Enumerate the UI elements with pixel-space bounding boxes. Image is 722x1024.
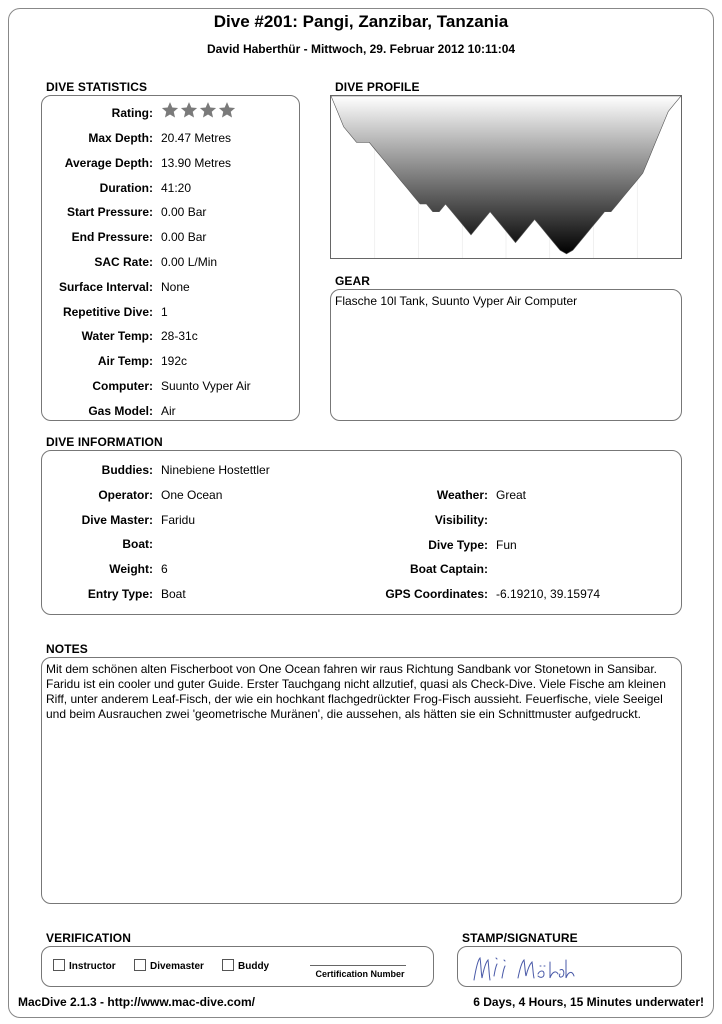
- gear-box: [330, 289, 682, 421]
- footer-underwater-total: 6 Days, 4 Hours, 15 Minutes underwater!: [473, 995, 704, 1009]
- info-label: Entry Type:: [87, 587, 153, 601]
- section-stamp-signature: STAMP/SIGNATURE: [462, 931, 578, 945]
- stat-value: 13.90 Metres: [161, 155, 232, 170]
- checkbox-square[interactable]: [134, 959, 146, 971]
- info-value: One Ocean: [161, 487, 223, 502]
- info-label: Operator:: [98, 487, 153, 502]
- instructor-checkbox[interactable]: [53, 959, 116, 973]
- stat-label: Gas Model:: [88, 403, 153, 418]
- star-icon: [161, 101, 179, 119]
- info-value: -6.19210, 39.15974: [496, 587, 601, 602]
- star-icon: [180, 101, 198, 119]
- info-label: GPS Coordinates:: [385, 587, 488, 602]
- notes-box: [41, 657, 682, 904]
- stat-label: SAC Rate:: [94, 255, 153, 269]
- info-label: Boat:: [122, 537, 153, 552]
- stat-label: Max Depth:: [88, 131, 153, 145]
- stat-label: Duration:: [99, 180, 153, 195]
- info-value: Faridu: [161, 512, 196, 527]
- info-label: Visibility:: [434, 512, 488, 527]
- stat-value: Suunto Vyper Air: [161, 379, 251, 393]
- stat-label: Air Temp:: [97, 354, 153, 369]
- stat-value: 0.00 Bar: [161, 205, 207, 220]
- divemaster-checkbox[interactable]: [134, 959, 204, 973]
- info-label: Dive Type:: [428, 537, 488, 552]
- certification-label: Certification Number: [315, 969, 405, 979]
- info-label: Boat Captain:: [410, 562, 488, 577]
- stat-value: Air: [161, 403, 176, 418]
- buddy-checkbox[interactable]: [222, 959, 269, 973]
- instructor-label: Instructor: [69, 961, 116, 972]
- star-icon: [199, 101, 217, 119]
- dive-profile-chart: [330, 95, 682, 259]
- divemaster-label: Divemaster: [150, 961, 204, 972]
- stat-label: Computer:: [92, 379, 153, 393]
- stat-label: Water Temp:: [81, 329, 153, 344]
- dive-title: Dive #201: Pangi, Zanzibar, Tanzania: [213, 12, 509, 31]
- stat-value: 1: [161, 304, 168, 319]
- notes-text: Mit dem schönen alten Fischerboot von One Ocean fahren wir raus Richtung Sandbank vor Stonetown in Sansibar. Faridu ist ein cooler und guter Guide. Erster Tauchgang nicht allzutief, quasi als Check-Dive. Viele Fische am kleinen Riff, unter anderem Leaf-Fisch, der wie ein hochkant flachgedrückter Frog-Fisch aussieht. Feuerfische, viele Seeigel und beim Ausrauchen zwei 'geometrische Muränen', die aussehen, als hätten sie ein Schnittmuster aufgedruckt.: [46, 662, 666, 721]
- stat-value: 20.47 Metres: [161, 131, 232, 145]
- stat-label-rating: Rating:: [111, 106, 153, 120]
- dive-subtitle: David Haberthür - Mittwoch, 29. Februar 2012 10:11:04: [206, 42, 516, 56]
- info-value: 6: [161, 562, 168, 577]
- stamp-box: [457, 946, 682, 987]
- footer-app-link: MacDive 2.1.3 - http://www.mac-dive.com/: [18, 995, 255, 1009]
- dive-profile-svg: [331, 96, 681, 258]
- stat-value: 0.00 Bar: [161, 230, 207, 245]
- info-value: Boat: [161, 587, 186, 601]
- info-value: Fun: [496, 537, 517, 552]
- section-gear: GEAR: [335, 274, 371, 288]
- info-label: Weather:: [436, 488, 488, 502]
- stat-value: 0.00 L/Min: [161, 255, 218, 269]
- info-label: Buddies:: [101, 463, 153, 477]
- section-notes: NOTES: [46, 642, 88, 656]
- stat-label: Average Depth:: [64, 155, 153, 170]
- checkbox-square[interactable]: [53, 959, 65, 971]
- stat-label: Start Pressure:: [66, 205, 153, 220]
- section-verification: VERIFICATION: [46, 931, 131, 945]
- buddy-label: Buddy: [238, 961, 270, 972]
- section-dive-profile: DIVE PROFILE: [335, 80, 420, 94]
- stat-label: End Pressure:: [71, 230, 153, 245]
- certification-line: [310, 965, 406, 966]
- info-label: Dive Master:: [81, 512, 153, 527]
- info-value: Great: [496, 488, 527, 502]
- stat-value: 28-31c: [161, 329, 198, 344]
- stat-value: None: [161, 279, 190, 294]
- handwritten-signature: [468, 950, 588, 986]
- stat-value: 41:20: [161, 180, 192, 195]
- stat-label: Repetitive Dive:: [62, 304, 153, 319]
- gear-text: Flasche 10l Tank, Suunto Vyper Air Computer: [335, 294, 578, 308]
- section-dive-statistics: DIVE STATISTICS: [46, 80, 148, 94]
- stat-value: 192c: [161, 354, 188, 369]
- dive-profile-area: [331, 96, 681, 254]
- stat-label: Surface Interval:: [58, 279, 153, 294]
- star-icon: [218, 101, 236, 119]
- section-dive-information: DIVE INFORMATION: [46, 435, 163, 449]
- rating-stars: [161, 101, 237, 121]
- checkbox-square[interactable]: [222, 959, 234, 971]
- info-value: Ninebiene Hostettler: [161, 463, 270, 477]
- info-label: Weight:: [109, 562, 153, 577]
